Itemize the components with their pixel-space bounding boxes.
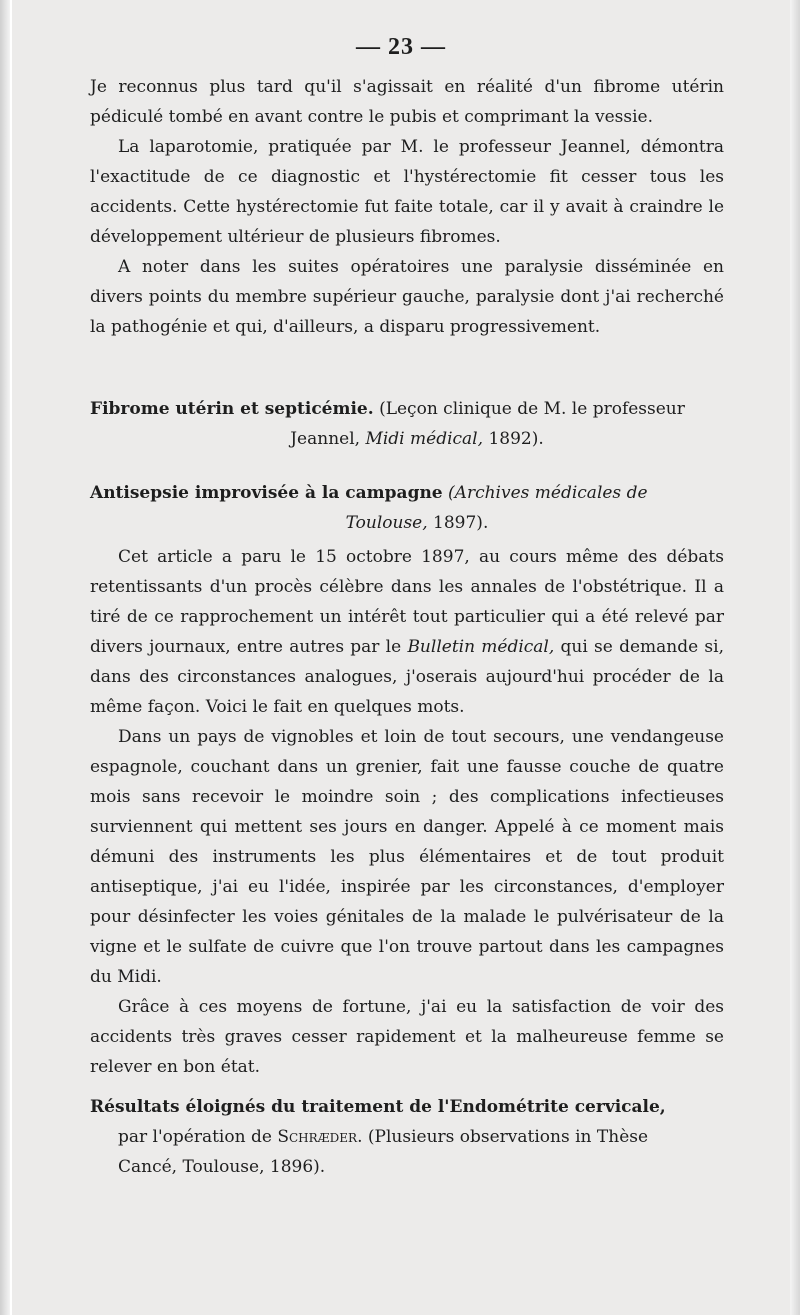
- paragraph: Dans un pays de vignobles et loin de tout secours, une vendangeuse espagnole, couchant dans un grenier, fait une fausse couche de quatre mois sans recevoir le moindre soin ; des complications infectieuses surviennent qui mettent ses jours en danger. Appelé à ce moment mais démuni des instruments les plus élémentaires et de tout produit antiseptique, j'ai eu l'idée, inspirée par les circonstances, d'employer pour désinfecter les voies génitales de la malade le pulvérisateur de la vigne et le sulfate de cuivre que l'on trouve partout dans les campagnes du Midi.: [90, 727, 724, 987]
- scan-edge-right: [790, 0, 800, 1315]
- scan-edge-left: [0, 0, 10, 1315]
- paragraph: A noter dans les suites opératoires une paralysie disséminée en divers points du membre supérieur gauche, paralysie dont j'ai recherché la pathogénie et qui, d'ailleurs, a disparu progressivement.: [90, 257, 724, 337]
- page-number: — 23 —: [356, 34, 446, 60]
- entry-endometrite: [90, 1092, 724, 1182]
- entry-source-line: Cancé, Toulouse, 1896).: [118, 1157, 326, 1177]
- entry-title: Résultats éloignés du traitement de l'Endométrite cervicale,: [90, 1097, 666, 1117]
- entry-year: 1892).: [488, 429, 544, 449]
- entry-title: Antisepsie improvisée à la campagne: [90, 483, 443, 503]
- entry-source-line: [90, 508, 724, 538]
- entry-fibrome-septicemie: [90, 394, 724, 454]
- journal-reference: Bulletin médical,: [407, 637, 555, 657]
- entry-journal: (Archives médicales de: [448, 483, 648, 503]
- entry-title-line: [90, 1092, 724, 1122]
- paragraph: Grâce à ces moyens de fortune, j'ai eu la satisfaction de voir des accidents très graves cesser rapidement et la malheureuse femme se relever en bon état.: [90, 997, 724, 1077]
- entry-source-prefix: par l'opération de: [118, 1127, 272, 1147]
- entry-source: (Leçon clinique de M. le professeur: [379, 399, 685, 419]
- paragraph: Je reconnus plus tard qu'il s'agissait en réalité d'un fibrome utérin pédiculé tombé en avant contre le pubis et comprimant la vessie.: [90, 77, 724, 127]
- paragraph: [90, 542, 724, 722]
- entry-title-line: [90, 478, 724, 508]
- entry-journal: Midi médical,: [365, 429, 484, 449]
- entry-title-line: [90, 394, 724, 424]
- entry-source-line: [90, 1122, 724, 1152]
- entry-title: Fibrome utérin et septicémie.: [90, 399, 374, 419]
- paragraph-text: Cet article a paru le 15 octobre 1897, au cours même des débats retentissants d'un procès célèbre dans les annales de l'obstétrique. Il a tiré de ce rapprochement un intérêt tout particulier qui a été relevé par divers journaux, entre autres par le: [90, 547, 724, 657]
- intro-section: [90, 72, 724, 342]
- entry-source-line: [90, 424, 724, 454]
- paragraph-text: qui se demande si, dans des circonstances analogues, j'oserais aujourd'hui procéder de la même façon. Voici le fait en quelques mots.: [90, 637, 724, 717]
- document-page: [12, 0, 790, 1315]
- entry-year: 1897).: [433, 513, 489, 533]
- entry-author: Jeannel,: [290, 429, 361, 449]
- entry-antisepsie: [90, 478, 724, 1082]
- paragraph: La laparotomie, pratiquée par M. le professeur Jeannel, démontra l'exactitude de ce diagnostic et l'hystérectomie fit cesser tous les accidents. Cette hystérectomie fut faite totale, car il y avait à craindre le développement ultérieur de plusieurs fibromes.: [90, 137, 724, 247]
- entry-source-suffix: (Plusieurs observations in Thèse: [367, 1127, 649, 1147]
- entry-journal-city: Toulouse,: [345, 513, 428, 533]
- entry-author: Schræder.: [277, 1127, 363, 1147]
